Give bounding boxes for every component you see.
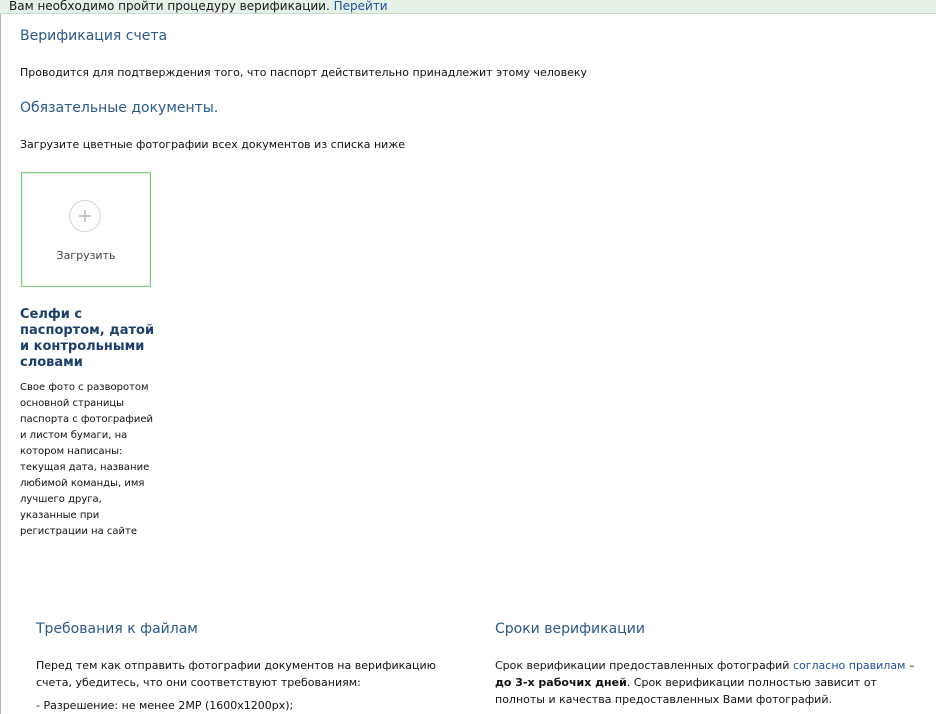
verification-terms-title: Сроки верификации — [495, 621, 645, 637]
terms-line1-text: Срок верификации предоставленных фотографий — [495, 659, 790, 672]
verification-title: Верификация счета — [20, 28, 168, 44]
file-requirements-intro-1: Перед тем как отправить фотографии документов на верификацию — [36, 659, 436, 672]
upload-instruction: Загрузите цветные фотографии всех документов из списка ниже — [20, 138, 405, 151]
upload-label: Загрузить — [56, 249, 116, 262]
file-requirements-title: Требования к файлам — [36, 621, 198, 637]
plus-icon — [69, 200, 101, 232]
left-divider — [0, 14, 1, 714]
terms-line1-dash: – — [908, 659, 915, 672]
file-requirements-text — [36, 657, 466, 714]
verification-terms-text — [495, 657, 931, 708]
required-documents-title: Обязательные документы. — [20, 100, 219, 116]
notice-go-link[interactable]: Перейти — [333, 0, 388, 13]
verification-notice-bar — [0, 0, 936, 14]
notice-text: Вам необходимо пройти процедуру верификации. — [9, 0, 330, 13]
rules-link[interactable]: согласно правилам — [792, 659, 906, 672]
terms-bold-days: до 3-х рабочих дней — [495, 676, 627, 689]
terms-line2-rest: . Срок верификации полностью зависит от — [626, 676, 877, 689]
terms-line3: полноты и качества предоставленных Вами фотографий. — [495, 693, 832, 706]
document-title: Селфи с паспортом, датой и контрольными словами — [20, 307, 155, 370]
file-requirements-item-resolution: - Разрешение: не менее 2MP (1600x1200px); — [36, 699, 294, 712]
document-description: Свое фото с разворотом основной страницы паспорта с фотографией и листом бумаги, на котором написаны: текущая дата, название любимой команды, имя лучшего друга, указанные при регистрации на сайте — [20, 382, 154, 537]
verification-subtitle: Проводится для подтверждения того, что паспорт действительно принадлежит этому человеку — [20, 66, 587, 79]
upload-button[interactable] — [21, 172, 151, 287]
file-requirements-intro-2: счета, убедитесь, что они соответствуют требованиям: — [36, 676, 361, 689]
